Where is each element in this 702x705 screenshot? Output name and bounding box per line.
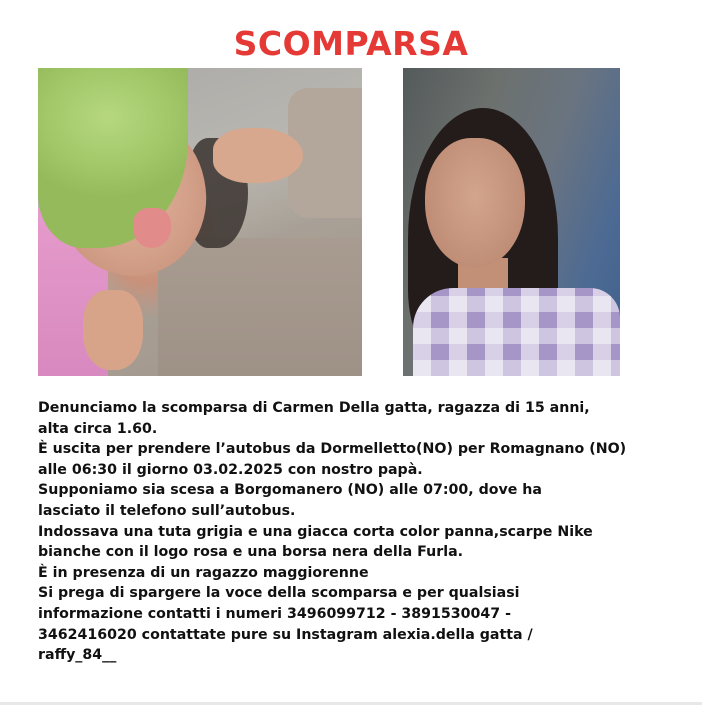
text-line: Indossava una tuta grigia e una giacca corta color panna,scarpe Nike	[38, 523, 593, 540]
text-line: lasciato il telefono sull’autobus.	[38, 502, 296, 519]
checked-cardigan	[413, 288, 620, 376]
tongue-out	[133, 208, 171, 248]
contact-numbers-line: informazione contatti i numeri 3496099712 - 3891530047 -	[38, 605, 511, 622]
hand-gesture-left	[83, 290, 143, 370]
beige-hoodie	[158, 238, 362, 376]
text-line: Denunciamo la scomparsa di Carmen Della gatta, ragazza di 15 anni,	[38, 400, 590, 416]
text-line: bianche con il logo rosa e una borsa nera della Furla.	[38, 544, 464, 561]
hand-gesture-right	[213, 128, 303, 183]
text-line: Supponiamo sia scesa a Borgomanero (NO) alle 07:00, dove ha	[38, 482, 542, 499]
text-line: Si prega di spargere la voce della scomparsa e per qualsiasi	[38, 585, 520, 602]
text-line: È uscita per prendere l’autobus da Dormelletto(NO) per Romagnano (NO)	[38, 441, 627, 458]
contact-instagram-line: raffy_84__	[38, 647, 117, 664]
text-line: alle 06:30 il giorno 03.02.2025 con nostro papà.	[38, 461, 423, 478]
photo-right	[403, 68, 620, 376]
contact-instagram-line: 3462416020 contattate pure su Instagram alexia.della gatta /	[38, 626, 533, 643]
face	[425, 138, 525, 268]
description-text	[38, 398, 678, 666]
photo-left	[38, 68, 362, 376]
text-line: alta circa 1.60.	[38, 420, 158, 437]
text-line: È in presenza di un ragazzo maggiorenne	[38, 564, 369, 581]
poster-title: SCOMPARSA	[233, 24, 469, 63]
